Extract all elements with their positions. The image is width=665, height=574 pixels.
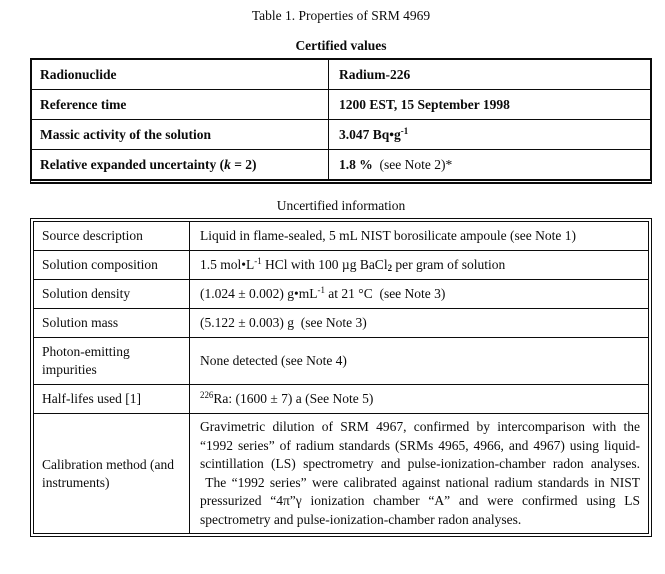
row-label-photon-impurities: Photon-emitting impurities xyxy=(34,338,190,385)
row-label-solution-density: Solution density xyxy=(34,280,190,309)
table-row xyxy=(34,338,648,385)
row-label-source-description: Source description xyxy=(34,222,190,251)
table-row xyxy=(34,385,648,414)
row-value-reference-time: 1200 EST, 15 September 1998 xyxy=(329,90,651,120)
row-label-massic-activity: Massic activity of the solution xyxy=(32,120,329,150)
uncertified-information-table-frame xyxy=(30,218,652,537)
row-value-solution-composition: 1.5 $mol•L^{-1}$ HCl with 100 µg BaCl$_2$ per gram of solution xyxy=(190,251,649,280)
certified-values-table xyxy=(32,60,650,179)
row-label-reference-time: Reference time xyxy=(32,90,329,120)
table-row xyxy=(32,90,650,120)
table-row xyxy=(34,251,648,280)
uncertified-information-table xyxy=(34,222,648,533)
row-label-relative-uncertainty: Relative expanded uncertainty (k = 2) xyxy=(32,150,329,180)
row-value-solution-density: (1.024 ± 0.002) $g•mL^{-1}$ at 21 °C (see Note 3) xyxy=(190,280,649,309)
table-title: Table 1. Properties of SRM 4969 xyxy=(251,8,431,23)
document-content xyxy=(30,7,652,537)
row-value-source-description: Liquid in flame-sealed, 5 mL NIST borosilicate ampoule (see Note 1) xyxy=(190,222,649,251)
row-label-half-lifes: Half-lifes used [1] xyxy=(34,385,190,414)
row-label-calibration-method: Calibration method (and instruments) xyxy=(34,414,190,534)
row-value-half-lifes: $^{226}$Ra: (1600 ± 7) a (See Note 5) xyxy=(190,385,649,414)
certified-values-heading: Certified values xyxy=(295,38,387,53)
table-row xyxy=(32,60,650,90)
row-value-relative-uncertainty: 1.8 % (see Note 2)* xyxy=(329,150,651,180)
row-value-radionuclide: Radium-226 xyxy=(329,60,651,90)
row-label-solution-composition: Solution composition xyxy=(34,251,190,280)
row-value-solution-mass: (5.122 ± 0.003) g (see Note 3) xyxy=(190,309,649,338)
table-row xyxy=(34,309,648,338)
table-row xyxy=(34,222,648,251)
row-value-calibration-method: Gravimetric dilution of SRM 4967, confirmed by intercomparison with the “1992 series” of radium standards (SRMs 4965, 4966, and 4967) using liquid-scintillation (LS) spectrometry and pulse-ionization-chamber radon analyses. The “1992 series” were calibrated against national radium standards in NIST pressurized “4π”γ ionization chamber “A” and were confirmed using LS spectrometry and pulse-ionization-chamber radon analyses. xyxy=(190,414,649,534)
row-label-solution-mass: Solution mass xyxy=(34,309,190,338)
row-value-massic-activity: 3.047 $Bq•g^{-1}$ xyxy=(329,120,651,150)
row-value-photon-impurities: None detected (see Note 4) xyxy=(190,338,649,385)
table-row xyxy=(34,414,648,534)
certified-values-table-frame xyxy=(30,58,652,184)
table-row xyxy=(32,150,650,180)
table-row xyxy=(34,280,648,309)
row-label-radionuclide: Radionuclide xyxy=(32,60,329,90)
uncertified-information-heading: Uncertified information xyxy=(276,198,406,213)
table-row xyxy=(32,120,650,150)
